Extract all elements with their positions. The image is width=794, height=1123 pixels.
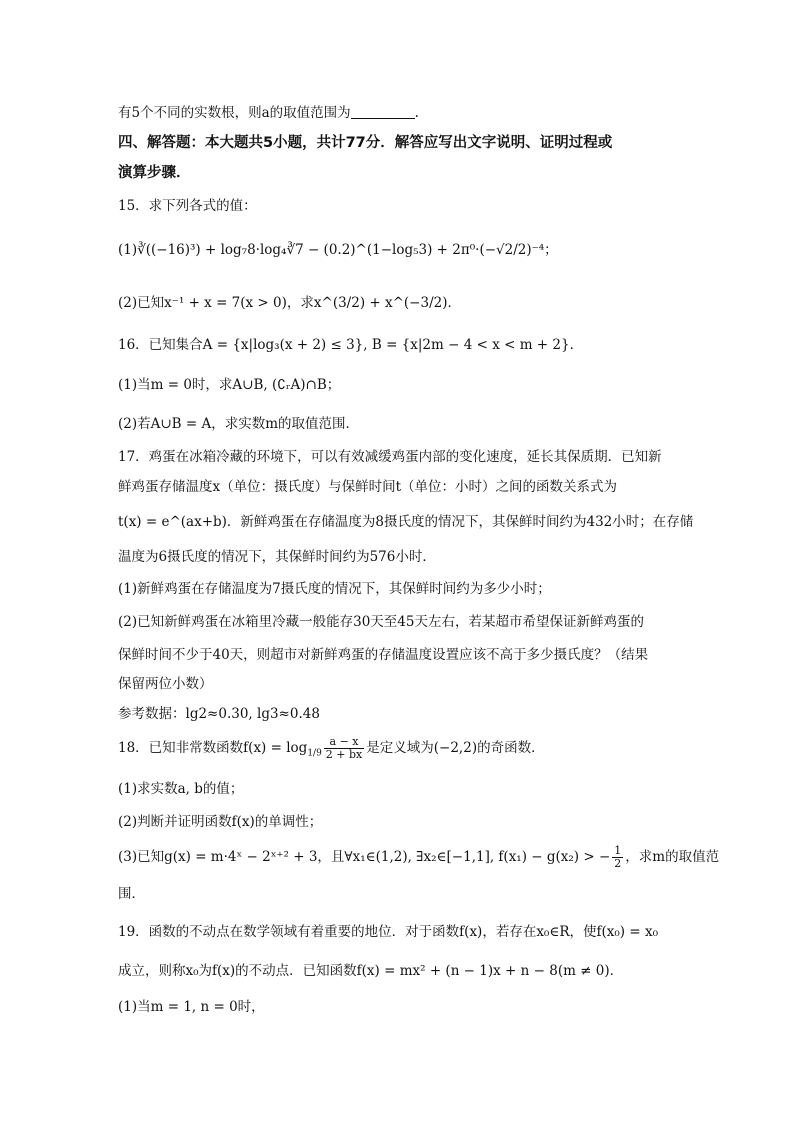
q18-part3-post: ，求m的取值范 (625, 849, 720, 865)
q14-tail-text: 有5个不同的实数根，则a的取值范围为 (118, 105, 351, 121)
q18-part3-fraction-den: 2 (614, 857, 622, 870)
q18-part1: (1)求实数a, b的值； (118, 781, 244, 797)
q17-stem-1: 17．鸡蛋在冰箱冷藏的环境下，可以有效减缓鸡蛋内部的变化速度，延长其保质期．已知新 (118, 449, 662, 465)
q19-stem-1: 19．函数的不动点在数学领域有着重要的地位．对于函数f(x)，若存在x₀∈R，使f(x₀) = x₀ (118, 924, 658, 940)
q18-part3-fraction (612, 845, 623, 870)
q18-fraction-den: 2 + bx (325, 748, 363, 761)
q17-stem-2: 鲜鸡蛋存储温度x（单位：摄氏度）与保鲜时间t（单位：小时）之间的函数关系式为 (118, 479, 618, 495)
q18-stem (118, 736, 545, 764)
q16-part2: (2)若A∪B = A，求实数m的取值范围． (118, 416, 360, 432)
q18-part3 (118, 845, 719, 870)
q15-stem: 15．求下列各式的值： (118, 198, 257, 214)
section-heading: 四、解答题：本大题共5小题，共计77分．解答应写出文字说明、证明过程或 (118, 135, 613, 151)
q17-reference: 参考数据：lg2≈0.30, lg3≈0.48 (118, 706, 320, 722)
q17-part2-2: 保鲜时间不少于40天，则超市对新鲜鸡蛋的存储温度设置应该不高于多少摄氏度？（结果 (118, 647, 649, 663)
section-heading-cont: 演算步骤． (118, 165, 191, 181)
q19-part1: (1)当m = 1, n = 0时， (118, 999, 265, 1015)
q16-stem: 16．已知集合A = {x|log₃(x + 2) ≤ 3}, B = {x|2m − 4 < x < m + 2}． (118, 337, 584, 353)
q18-part3-pre: (3)已知g(x) = m·4ˣ − 2ˣ⁺² + 3，且∀x₁∈(1,2), ∃x₂∈[−1,1], f(x₁) − g(x₂) > − (118, 849, 611, 865)
answer-blank[interactable] (351, 104, 415, 119)
q18-part3-fraction-num: 1 (614, 844, 622, 857)
q17-part1: (1)新鲜鸡蛋在存储温度为7摄氏度的情况下，其保鲜时间约为多少小时； (118, 581, 551, 597)
q18-part2: (2)判断并证明函数f(x)的单调性； (118, 814, 323, 830)
q18-fraction-num: a − x (324, 736, 364, 749)
q14-tail (118, 103, 419, 123)
q15-part1: (1)∛((−16)³) + log₇8·log₄∛7 − (0.2)^(1−log₅3) + 2π⁰·(−√2/2)⁻⁴； (118, 242, 558, 258)
q18-stem-pre: 18．已知非常数函数f(x) = log (118, 740, 308, 756)
q16-part1: (1)当m = 0时，求A∪B, (∁ᵣA)∩B； (118, 377, 341, 393)
q14-tail-end: . (414, 105, 419, 121)
q17-part2-3: 保留两位小数） (118, 676, 213, 692)
q19-stem-2: 成立，则称x₀为f(x)的不动点．已知函数f(x) = mx² + (n − 1)x + n − 8(m ≠ 0)． (118, 963, 624, 979)
q17-part2-1: (2)已知新鲜鸡蛋在冰箱里冷藏一般能存30天至45天左右，若某超市希望保证新鲜鸡蛋的 (118, 614, 644, 630)
q17-stem-4: 温度为6摄氏度的情况下，其保鲜时间约为576小时． (118, 549, 436, 565)
q18-fraction (324, 736, 364, 761)
q18-stem-post: 是定义域为(−2,2)的奇函数． (366, 740, 545, 756)
q18-log-base: 1/9 (307, 748, 322, 759)
q18-part3-cont: 围． (118, 886, 145, 902)
q15-part2: (2)已知x⁻¹ + x = 7(x > 0)，求x^(3/2) + x^(−3/2)． (118, 295, 461, 311)
q17-stem-3: t(x) = e^(ax+b)．新鲜鸡蛋在存储温度为8摄氏度的情况下，其保鲜时间约为432小时；在存储 (118, 514, 694, 530)
